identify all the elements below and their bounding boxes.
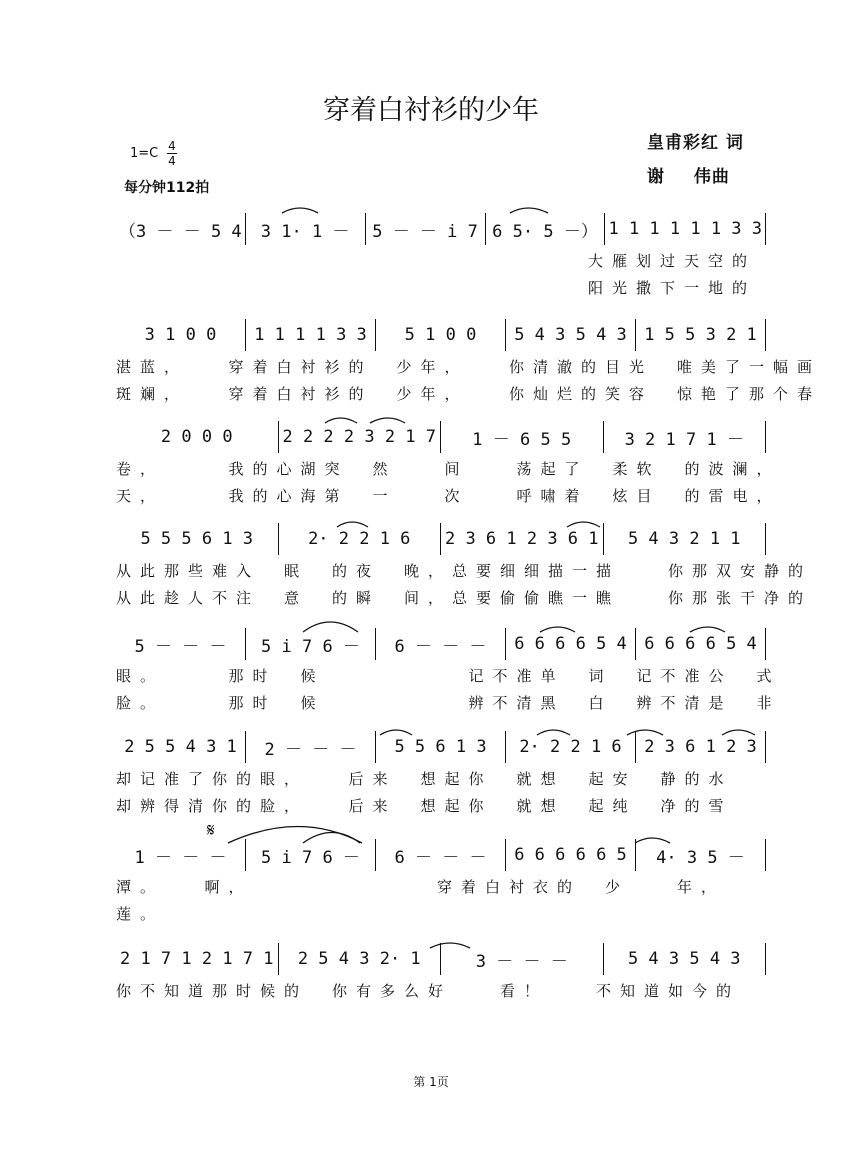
lyric-line [116, 587, 813, 608]
barline [765, 213, 766, 245]
measure: （3 － － 5 4 [119, 221, 242, 242]
measure: 2· 2 2 1 6 [308, 529, 411, 549]
measure: 3 1· 1 － [260, 221, 350, 242]
barline [765, 943, 766, 975]
score-line [116, 942, 766, 976]
lyric-line [116, 560, 813, 581]
measure: 2 － － － [264, 739, 357, 760]
lyric-line [116, 665, 781, 686]
measure: 5 4 3 2 1 1 [627, 529, 741, 549]
composer-credit: 谢 伟曲 [647, 167, 730, 187]
measure: 2 0 0 0 [160, 427, 233, 447]
lyric-text: 脸。 那时 候 辨不清黑 白 辨不清是 非 [116, 694, 781, 712]
barline [765, 839, 766, 871]
score-line [116, 318, 766, 352]
measure: 1 1 1 1 1 1 3 3 [608, 219, 762, 239]
lyric-line [116, 277, 756, 298]
measure: 2 3 6 1 2 3 [644, 737, 757, 757]
lyric-text: 却记准了你的眼， 后来 想起你 就想 起安 静的水 [116, 770, 733, 788]
measure: 5 4 3 5 4 3 [514, 325, 627, 345]
measure: 6 6 6 6 5 4 [644, 634, 757, 654]
lyric-text: 大雁划过天空的 [587, 252, 756, 270]
lyric-text: 潭。 啊， 穿着白衬衣的 少 年， [116, 878, 726, 896]
lyricist-credit: 皇甫彩红 词 [647, 133, 744, 153]
measure: 5 1 0 0 [404, 325, 477, 345]
lyric-text: 眼。 那时 候 记不准单 词 记不准公 式 [116, 667, 781, 685]
barline [765, 523, 766, 555]
lyric-line [116, 768, 766, 789]
time-signature [167, 140, 177, 167]
lyric-line [116, 903, 766, 924]
lyric-line [116, 980, 766, 1001]
segno-icon: 𝄋 [207, 820, 215, 841]
lyric-text: 卷， 我的心湖突 然 间 荡起了 柔软 的波澜， [116, 460, 781, 478]
measure: 3 2 1 7 1 － [624, 429, 744, 450]
measure: 5 － － i 7 [372, 221, 478, 242]
lyric-line [116, 356, 822, 377]
measure: 2· 2 2 1 6 [519, 737, 622, 757]
measure: 6 6 6 6 6 5 [514, 845, 627, 865]
measure: 2 2 2 2 3 2 1 7 [282, 427, 437, 447]
lyric-line [116, 383, 822, 404]
lyric-text: 你不知道那时候的 你有多么好 看！ 不知道如今的 [116, 982, 741, 1000]
score-line [116, 522, 766, 556]
measure: 5 i 7 6 － [261, 636, 360, 657]
tempo-marking: 每分钟112拍 [124, 180, 210, 196]
measure: 6 6 6 6 5 4 [514, 634, 627, 654]
lyric-text: 湛蓝， 穿着白衬衫的 少年， 你清澈的目光 唯美了一幅画 [116, 358, 822, 376]
measure: 5 4 3 5 4 3 [627, 949, 741, 969]
barline [765, 628, 766, 660]
score-line [116, 212, 766, 246]
score-line [116, 627, 766, 661]
measure: 5 5 5 6 1 3 [140, 529, 254, 549]
page-number: 第 1页 [413, 1075, 449, 1089]
measure: 1 5 5 3 2 1 [644, 325, 757, 345]
lyric-line [116, 250, 756, 271]
measure: 5 i 7 6 － [261, 847, 360, 868]
barline [765, 731, 766, 763]
measure: 1 － － － [134, 847, 227, 868]
lyric-text: 从此那些难入 眠 的夜 晚，总要细细描一描 你那双安静的 [116, 562, 813, 580]
measure: 1 － 6 5 5 [472, 429, 572, 450]
measure: 4· 3 5 － [656, 847, 745, 868]
lyric-text: 斑斓， 穿着白衬衫的 少年， 你灿烂的笑容 惊艳了那个春 [116, 385, 822, 403]
measure: 6 5· 5 －） [492, 221, 598, 242]
lyric-line [116, 458, 781, 479]
lyric-text: 天， 我的心海第 一 次 呼啸着 炫目 的雷电， [116, 487, 781, 505]
score-line [116, 420, 766, 454]
score-line [116, 730, 766, 764]
measure: 2 5 5 4 3 1 [124, 737, 237, 757]
lyric-text: 却辨得清你的脸， 后来 想起你 就想 起纯 净的雪 [116, 797, 733, 815]
measure: 1 1 1 1 3 3 [254, 325, 367, 345]
lyric-text: 莲。 [116, 905, 165, 923]
measure: 2 1 7 1 2 1 7 1 [119, 949, 274, 969]
lyric-text: 阳光撒下一地的 [587, 279, 756, 297]
measure: 3 1 0 0 [144, 325, 217, 345]
lyric-line [116, 876, 766, 897]
measure: 2 3 6 1 2 3 6 1 [444, 529, 599, 549]
lyric-line [116, 795, 766, 816]
time-signature-bottom: 4 [168, 154, 176, 168]
key-signature: 1=C [130, 146, 159, 161]
score-line [116, 838, 766, 872]
barline [765, 319, 766, 351]
measure: 6 － － － [394, 636, 487, 657]
song-title: 穿着白衬衫的少年 [323, 95, 539, 126]
lyric-line [116, 692, 781, 713]
measure: 6 － － － [394, 847, 487, 868]
measure: 5 － － － [134, 636, 227, 657]
lyric-text: 从此趁人不注 意 的瞬 间，总要偷偷瞧一瞧 你那张干净的 [116, 589, 813, 607]
measure: 2 5 4 3 2· 1 [297, 949, 421, 969]
barline [765, 421, 766, 453]
measure: 5 5 6 1 3 [394, 737, 487, 757]
lyric-line [116, 485, 781, 506]
time-signature-top: 4 [168, 139, 176, 153]
measure: 3 － － － [475, 951, 568, 972]
